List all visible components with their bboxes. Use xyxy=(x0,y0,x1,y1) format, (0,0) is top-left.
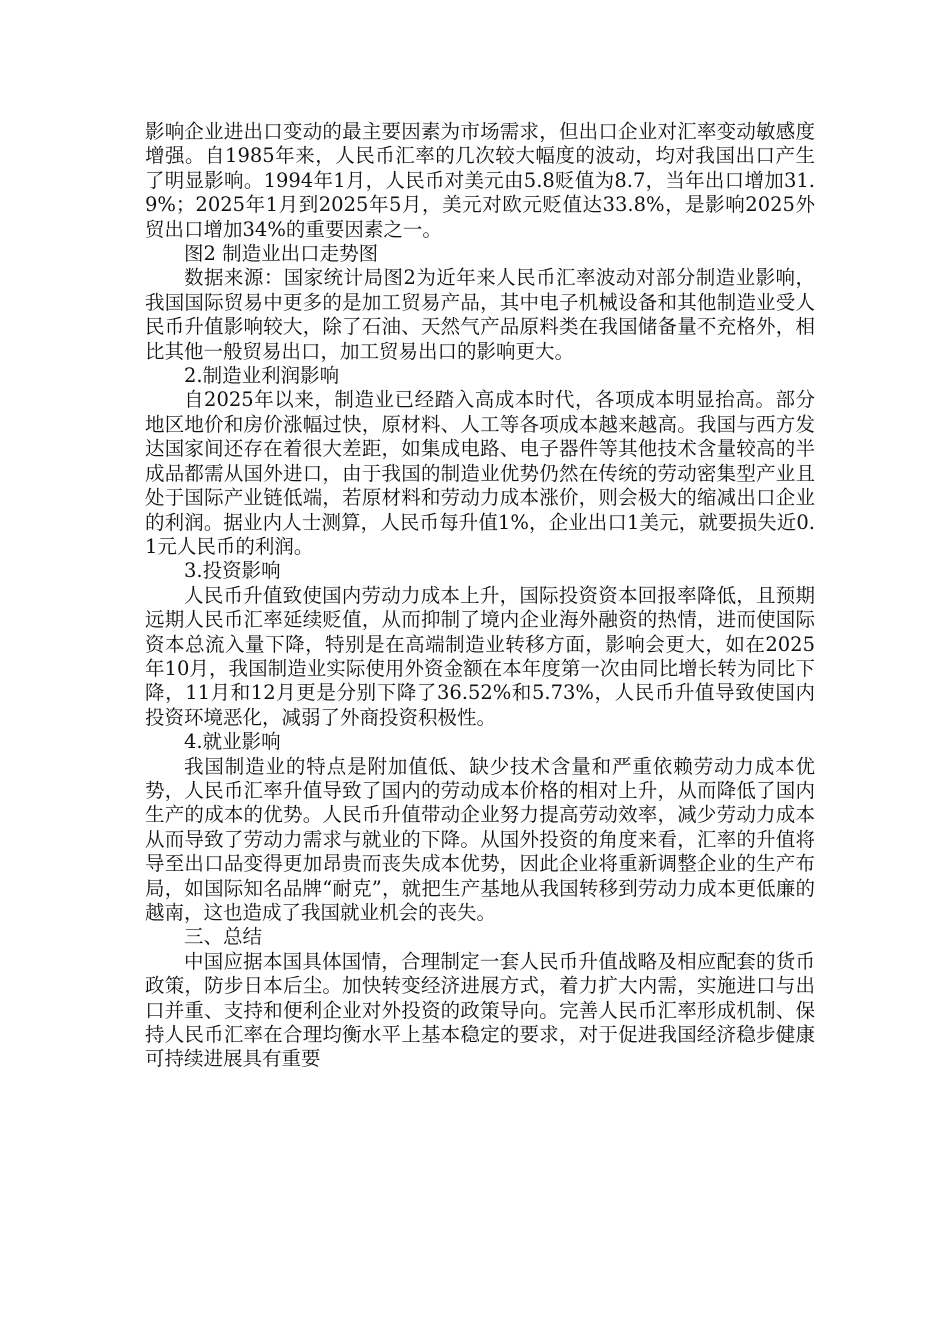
paragraph-export-demand: 影响企业进出口变动的最主要因素为市场需求，但出口企业对汇率变动敏感度增强。自1985年来，人民币汇率的几次较大幅度的波动，均对我国出口产生了明显影响。1994年1月，人民币对美元由5.8贬值为8.7，当年出口增加31.9%；2025年1月到2025年5月，美元对欧元贬值达33.8%，是影响2025外贸出口增加34%的重要因素之一。 xyxy=(145,120,815,241)
section-heading-profit: 2.制造业利润影响 xyxy=(184,364,340,388)
paragraph-data-source: 数据来源：国家统计局图2为近年来人民币汇率波动对部分制造业影响，我国国际贸易中更多的是加工贸易产品，其中电子机械设备和其他制造业受人民币升值影响较大，除了石油、天然气产品原料类在我国储备量不充格外，相比其他一般贸易出口，加工贸易出口的影响更大。 xyxy=(145,266,815,363)
paragraph-investment: 人民币升值致使国内劳动力成本上升，国际投资资本回报率降低，且预期远期人民币汇率延续贬值，从而抑制了境内企业海外融资的热情，进而使国际资本总流入量下降，特别是在高端制造业转移方面，影响会更大，如在2025年10月，我国制造业实际使用外资金额在本年度第一次由同比增长转为同比下降，11月和12月更是分别下降了36.52%和5.73%，人民币升值导致使国内投资环境恶化，减弱了外商投资积极性。 xyxy=(145,583,815,729)
section-heading-employment: 4.就业影响 xyxy=(184,730,281,754)
section-heading-summary: 三、总结 xyxy=(184,925,263,949)
paragraph-profit: 自2025年以来，制造业已经踏入高成本时代，各项成本明显抬高。部分地区地价和房价涨幅过快，原材料、人工等各项成本越来越高。我国与西方发达国家间还存在着很大差距，如集成电路、电子器件等其他技术含量较高的半成品都需从国外进口，由于我国的制造业优势仍然在传统的劳动密集型产业且处于国际产业链低端，若原材料和劳动力成本涨价，则会极大的缩减出口企业的利润。据业内人士测算，人民币每升值1%，企业出口1美元，就要损失近0.1元人民币的利润。 xyxy=(145,388,815,558)
section-heading-investment: 3.投资影响 xyxy=(184,559,281,583)
figure-caption: 图2 制造业出口走势图 xyxy=(184,242,379,266)
paragraph-employment: 我国制造业的特点是附加值低、缺少技术含量和严重依赖劳动力成本优势，人民币汇率升值导致了国内的劳动成本价格的相对上升，从而降低了国内生产的成本的优势。人民币升值带动企业努力提高劳动效率，减少劳动力成本从而导致了劳动力需求与就业的下降。从国外投资的角度来看，汇率的升值将导至出口品变得更加昂贵而丧失成本优势，因此企业将重新调整企业的生产布局，如国际知名品牌“耐克”，就把生产基地从我国转移到劳动力成本更低廉的越南，这也造成了我国就业机会的丧失。 xyxy=(145,754,815,924)
document-body xyxy=(145,120,815,1072)
paragraph-summary: 中国应据本国具体国情，合理制定一套人民币升值战略及相应配套的货币政策，防步日本后尘。加快转变经济进展方式，着力扩大内需，实施进口与出口并重、支持和便利企业对外投资的政策导向。完善人民币汇率形成机制、保持人民币汇率在合理均衡水平上基本稳定的要求，对于促进我国经济稳步健康可持续进展具有重要 xyxy=(145,949,815,1071)
